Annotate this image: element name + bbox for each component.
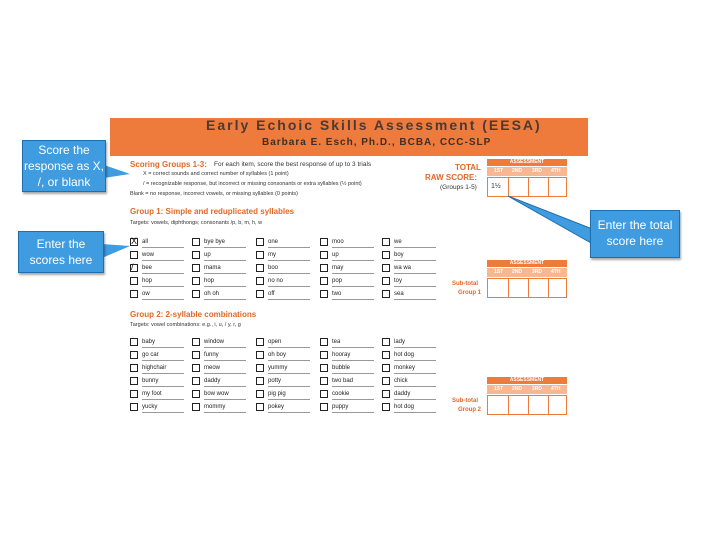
group2-item-word: monkey (394, 365, 416, 371)
col-4th: 4TH (551, 168, 561, 174)
group1-item-word: moo (332, 239, 344, 245)
group1-item-word: may (332, 265, 344, 271)
group1-item-word: sea (394, 291, 404, 297)
group2-item-word: my foot (142, 391, 162, 397)
g2-col-1st: 1ST (494, 386, 504, 392)
group1-item-word: wow (142, 252, 155, 258)
group1-item-word: boo (268, 265, 279, 271)
g1-col-3rd: 3RD (532, 269, 543, 275)
group1-item-word: bee (142, 265, 153, 271)
group1-item-score-mark: / (131, 262, 134, 272)
group1-targets: Targets: vowels, diphthongs; consonants /p, b, m, h, w (130, 220, 263, 226)
scoring-line-x: X = correct sounds and correct number of syllables (1 point) (143, 171, 289, 177)
total-score-value: 1½ (491, 183, 501, 190)
group1-heading: Group 1: Simple and reduplicated syllables (130, 207, 295, 216)
group1-item-word: all (142, 239, 149, 245)
group1-item-word: up (204, 252, 211, 258)
g2-col-2nd: 2ND (512, 386, 523, 392)
group1-item-word: off (268, 291, 275, 297)
group1-assessment-header: ASSESSMENT (487, 260, 567, 267)
group2-item-word: chick (394, 378, 408, 384)
group2-item-word: cookie (332, 391, 350, 397)
group1-subtotal-group: Group 1 (458, 290, 482, 296)
group2-item-word: bow wow (204, 391, 229, 397)
g2-col-3rd: 3RD (532, 386, 543, 392)
g2-col-4th: 4TH (551, 386, 561, 392)
group2-item-word: bunny (142, 378, 159, 384)
group2-item-word: pig pig (268, 391, 286, 397)
scoring-line-slash: / = recognizable response, but incorrect or missing consonants or extra syllables (½ point) (143, 181, 362, 187)
group2-subtotal-label: Sub-total (452, 398, 478, 404)
group2-item-word: pokey (268, 404, 285, 410)
group1-item-word: oh oh (204, 291, 220, 297)
group2-item-word: two bad (332, 378, 354, 384)
group1-item-word: hop (142, 278, 153, 284)
group1-item-word: mama (204, 265, 221, 271)
group2-item-word: open (268, 339, 282, 345)
group1-item-word: one (268, 239, 279, 245)
scoring-heading: Scoring Groups 1-3: (130, 160, 207, 169)
g1-col-4th: 4TH (551, 269, 561, 275)
group1-item-score-mark: X (131, 236, 138, 246)
scoring-intro: For each item, score the best response of up to 3 trials (214, 161, 372, 168)
group2-item-word: hot dog (394, 352, 415, 358)
group2-item-word: hot dog (394, 404, 415, 410)
col-1st: 1ST (494, 168, 504, 174)
total-assessment-header: ASSESSMENT (487, 159, 567, 166)
group2-item-word: highchair (142, 365, 167, 371)
score-callout (22, 140, 106, 192)
group2-item-word: go car (142, 352, 159, 358)
group1-item-word: pop (332, 278, 343, 284)
group2-item-word: window (204, 339, 225, 345)
groups-label: (Groups 1-5) (440, 184, 477, 191)
group2-assessment-header: ASSESSMENT (487, 377, 567, 384)
col-3rd: 3RD (532, 168, 543, 174)
group2-item-word: baby (142, 339, 156, 345)
g1-col-1st: 1ST (494, 269, 504, 275)
group1-item-word: two (332, 291, 342, 297)
group2-item-word: puppy (332, 404, 349, 410)
score-callout-pointer (104, 165, 130, 178)
group2-heading: Group 2: 2-syllable combinations (130, 310, 257, 319)
group2-item-word: tea (332, 339, 341, 345)
group2-item-word: daddy (394, 391, 411, 397)
group1-item-word: wa wa (394, 265, 412, 271)
group2-item-word: lady (394, 339, 406, 345)
scores-callout (18, 231, 104, 273)
group1-item-word: boy (394, 252, 404, 258)
group2-item-word: yummy (268, 365, 288, 371)
total-callout-text: Enter the total score here (597, 218, 673, 248)
group2-item-word: funny (204, 352, 219, 358)
g1-col-2nd: 2ND (512, 269, 523, 275)
group1-item-word: bye bye (204, 239, 226, 245)
group2-item-word: daddy (204, 378, 221, 384)
scoring-line-blank: Blank = no response, incorrect vowels, or missing syllables (0 points) (130, 191, 298, 197)
group2-item-word: hooray (332, 352, 351, 358)
group2-item-word: potty (268, 378, 282, 384)
group2-item-word: meow (204, 365, 221, 371)
group2-item-word: bubble (332, 365, 351, 371)
group1-item-word: ow (142, 291, 150, 297)
form-author: Barbara E. Esch, Ph.D., BCBA, CCC-SLP (262, 137, 492, 148)
group2-targets: Targets: vowel combinations: e.g., i, u, / y, r, g (130, 322, 241, 328)
total-callout-pointer (508, 196, 600, 248)
group1-item-word: we (394, 239, 402, 245)
group2-item-word: yucky (142, 404, 158, 410)
group1-item-word: hop (204, 278, 215, 284)
group2-item-word: oh boy (268, 352, 287, 358)
group2-item-word: mommy (204, 404, 226, 410)
total-callout (590, 210, 680, 258)
group1-item-word: my (268, 252, 276, 258)
group1-item-word: toy (394, 278, 403, 284)
score-callout-text: Score the response as X, /, or blank (23, 143, 105, 189)
scores-callout-pointer (102, 244, 130, 258)
raw-score-label: RAW SCORE: (425, 173, 477, 182)
col-2nd: 2ND (512, 168, 523, 174)
group1-item-word: no no (268, 278, 284, 284)
total-label: TOTAL (455, 163, 481, 172)
scores-callout-text: Enter the scores here (29, 237, 93, 267)
group1-subtotal-label: Sub-total (452, 281, 478, 287)
group1-item-word: up (332, 252, 339, 258)
group2-subtotal-group: Group 2 (458, 407, 482, 413)
form-title: Early Echoic Skills Assessment (EESA) (206, 117, 542, 133)
